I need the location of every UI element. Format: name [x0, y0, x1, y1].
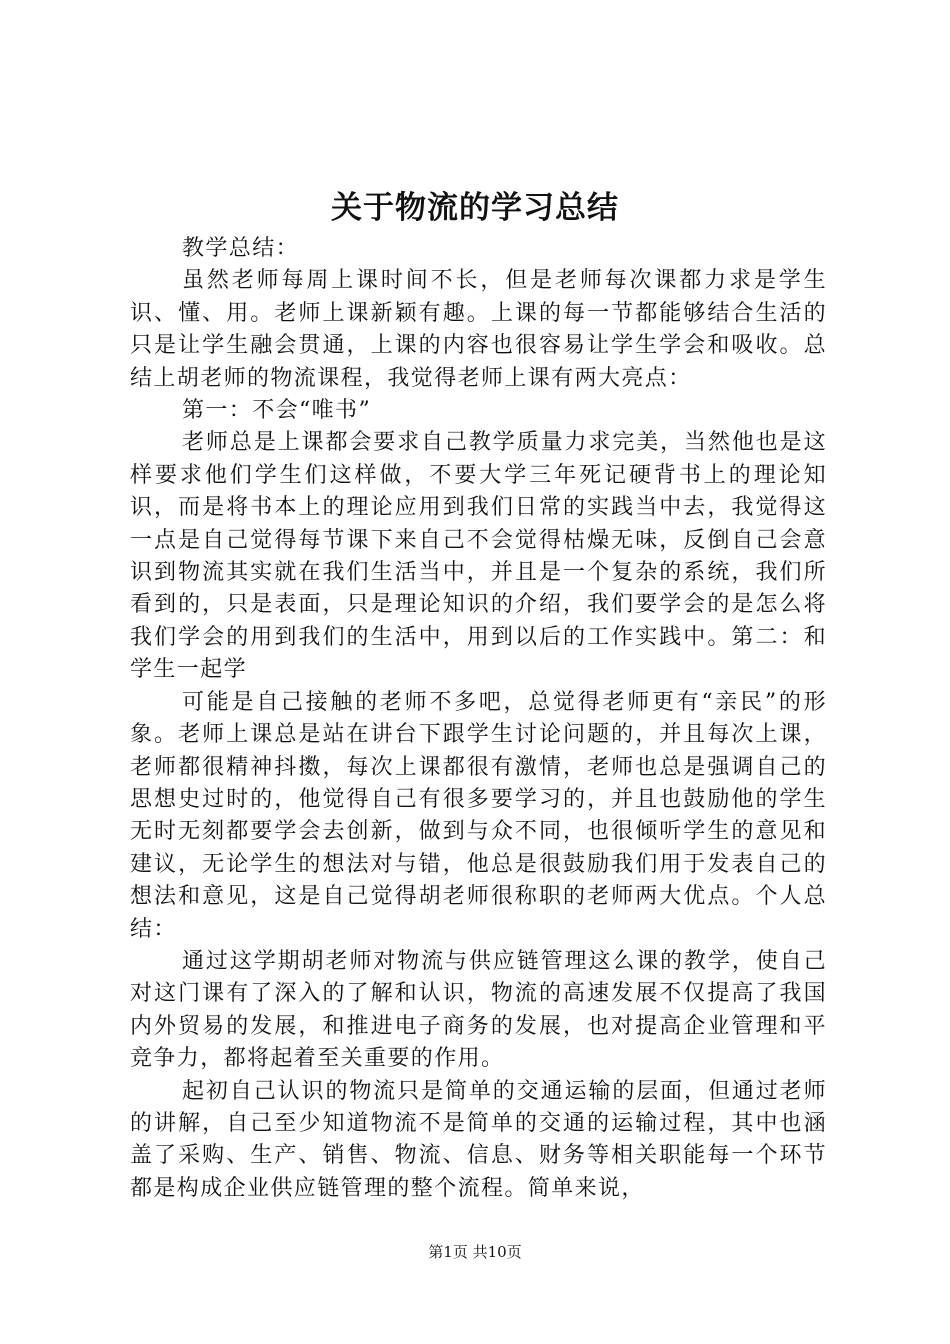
paragraph-personal-summary: 通过这学期胡老师对物流与供应链管理这么课的教学，使自己对这门课有了深入的了解和认识，物流的高速发展不仅提高了我国内外贸易的发展，和推进电子商务的发展，也对提高企业管理和平竞争力，都将起着至关重要的作用。	[130, 948, 827, 1072]
paragraph-teaching-summary-heading: 教学总结：	[182, 236, 300, 261]
document-body	[130, 233, 827, 1205]
paragraph-point-one: 老师总是上课都会要求自己教学质量力求完美，当然他也是这样要求他们学生们这样做，不要大学三年死记硬背书上的理论知识，而是将书本上的理论应用到我们日常的实践当中去，我觉得这一点是自己觉得每节课下来自己不会觉得枯燥无味，反倒自己会意识到物流其实就在我们生活当中，并且是一个复杂的系统，我们所看到的，只是表面，只是理论知识的介绍，我们要学会的是怎么将我们学会的用到我们的生活中，用到以后的工作实践中。第二：和学生一起学	[130, 430, 827, 683]
paragraph-point-two: 可能是自己接触的老师不多吧，总觉得老师更有“亲民”的形象。老师上课总是站在讲台下跟学生讨论问题的，并且每次上课，老师都很精神抖擞，每次上课都很有激情，老师也总是强调自己的思想史过时的，他觉得自己有很多要学习的，并且也鼓励他的学生无时无刻都要学会去创新，做到与众不同，也很倾听学生的意见和建议，无论学生的想法对与错，他总是很鼓励我们用于发表自己的想法和意见，这是自己觉得胡老师很称职的老师两大优点。个人总结：	[130, 689, 827, 942]
page-number-footer: 第1页 共10页	[428, 1243, 522, 1261]
document-title: 关于物流的学习总结	[331, 190, 619, 226]
paragraph-point-one-heading: 第一：不会“唯书”	[182, 398, 372, 424]
paragraph-initial-understanding: 起初自己认识的物流只是简单的交通运输的层面，但通过老师的讲解，自己至少知道物流不是简单的交通的运输过程，其中也涵盖了采购、生产、销售、物流、信息、财务等相关职能每一个环节都是构成企业供应链管理的整个流程。简单来说，	[130, 1078, 827, 1201]
paragraph-intro: 虽然老师每周上课时间不长，但是老师每次课都力求是学生识、懂、用。老师上课新颖有趣。上课的每一节都能够结合生活的只是让学生融会贯通，上课的内容也很容易让学生学会和吸收。总结上胡老师的物流课程，我觉得老师上课有两大亮点：	[130, 268, 827, 391]
